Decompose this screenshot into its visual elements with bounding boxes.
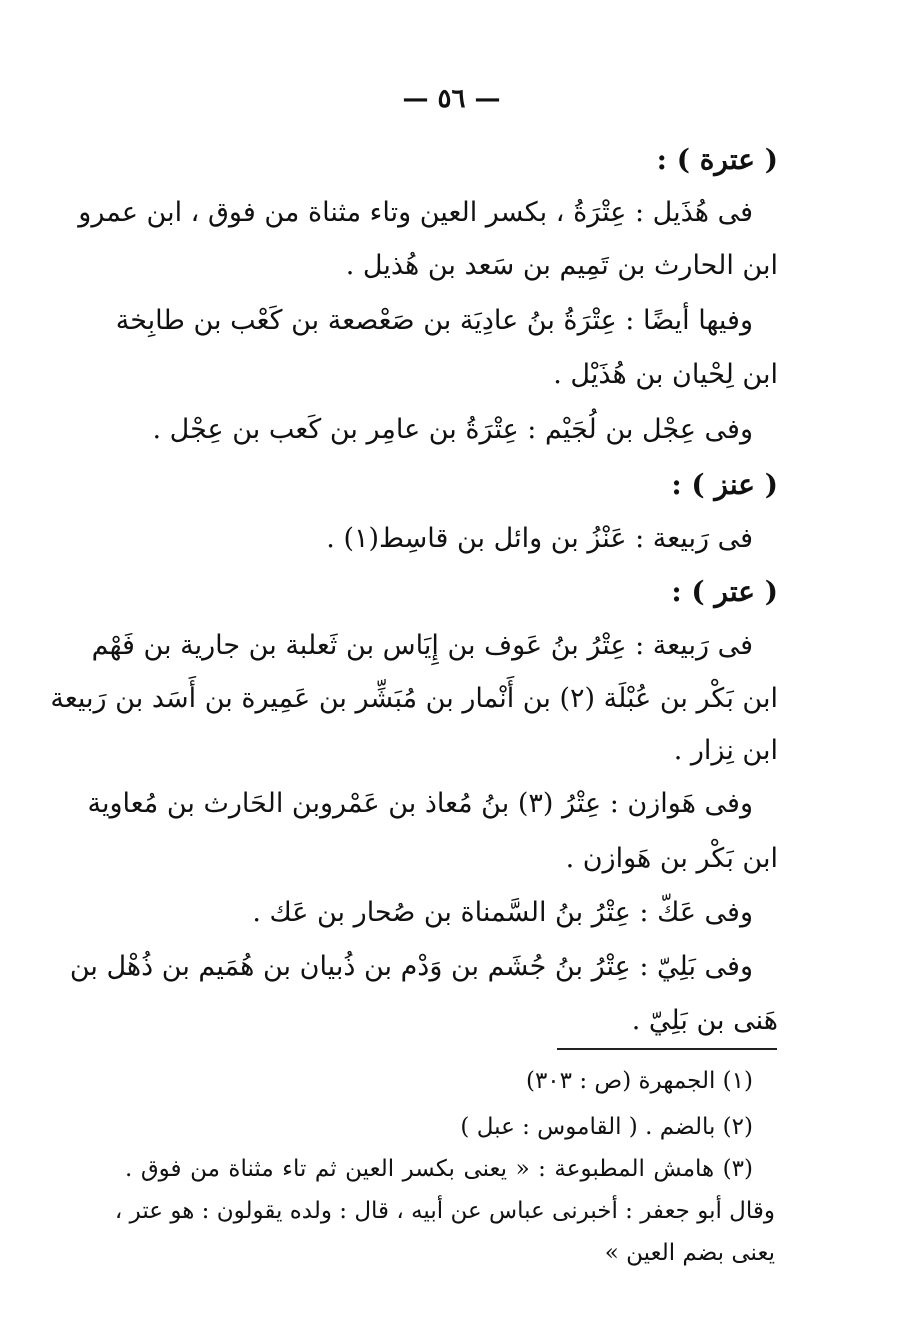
text-line: هَنى بن بَلِيّ .: [631, 1005, 778, 1036]
text-line: ابن بَكْر بن هَوازن .: [565, 843, 778, 874]
footnote-2: (٢) بالضم . ( القاموس : عبل ): [460, 1114, 753, 1140]
section-heading-anz: ( عنز ) :: [671, 468, 778, 501]
text-line: فى رَبيعة : عِتْرُ بنُ عَوف بن إِيَاس بن ثَعلبة بن جارية بن فَهْم: [91, 630, 753, 661]
footnote-divider: [557, 1048, 777, 1050]
text-line: وفى هَوازن : عِتْرُ (٣) بنُ مُعاذ بن عَمْروبن الحَارث بن مُعاوية: [87, 788, 753, 819]
text-line: ابن الحارث بن تَمِيم بن سَعد بن هُذيل .: [345, 250, 778, 281]
footnote-1: (١) الجمهرة (ص : ٣٠٣): [525, 1068, 753, 1094]
section-heading-itr: ( عتر ) :: [671, 575, 778, 608]
footnote-3-end: يعنى بضم العين »: [604, 1240, 775, 1266]
section-heading-itra: ( عترة ) :: [656, 143, 778, 176]
footnote-3: (٣) هامش المطبوعة : « يعنى بكسر العين ثم تاء مثناة من فوق .: [125, 1156, 753, 1182]
text-line: ابن نِزار .: [673, 735, 778, 766]
text-line: ابن بَكْر بن عُبْلَة (٢) بن أَنْمار بن مُبَشِّر بن عَمِيرة بن أَسَد بن رَبيعة: [50, 683, 778, 714]
text-line: فى رَبيعة : عَنْزُ بن وائل بن قاسِط(١) .: [326, 523, 753, 554]
page-number: — ٥٦ —: [402, 84, 501, 114]
text-line: وفى عِجْل بن لُجَيْم : عِتْرَةُ بن عامِر بن كَعب بن عِجْل .: [152, 414, 753, 445]
text-line: ابن لِحْيان بن هُذَيْل .: [553, 359, 778, 390]
footnote-3-continued: وقال أبو جعفر : أخبرنى عباس عن أبيه ، قال : ولده يقولون : هو عتر ،: [114, 1198, 775, 1224]
text-line: وفى عَكّ : عِتْرُ بنُ السَّمناة بن صُحار بن عَك .: [252, 897, 753, 928]
text-line: وفيها أيضًا : عِتْرَةُ بنُ عادِيَة بن صَعْصعة بن كَعْب بن طابِخة: [115, 305, 753, 336]
text-line: وفى بَلِيّ : عِتْرُ بنُ جُشَم بن وَدْم بن ذُبيان بن هُمَيم بن ذُهْل بن: [69, 951, 753, 982]
text-line: فى هُذَيل : عِتْرَةُ ، بكسر العين وتاء مثناة من فوق ، ابن عمرو: [78, 197, 753, 228]
